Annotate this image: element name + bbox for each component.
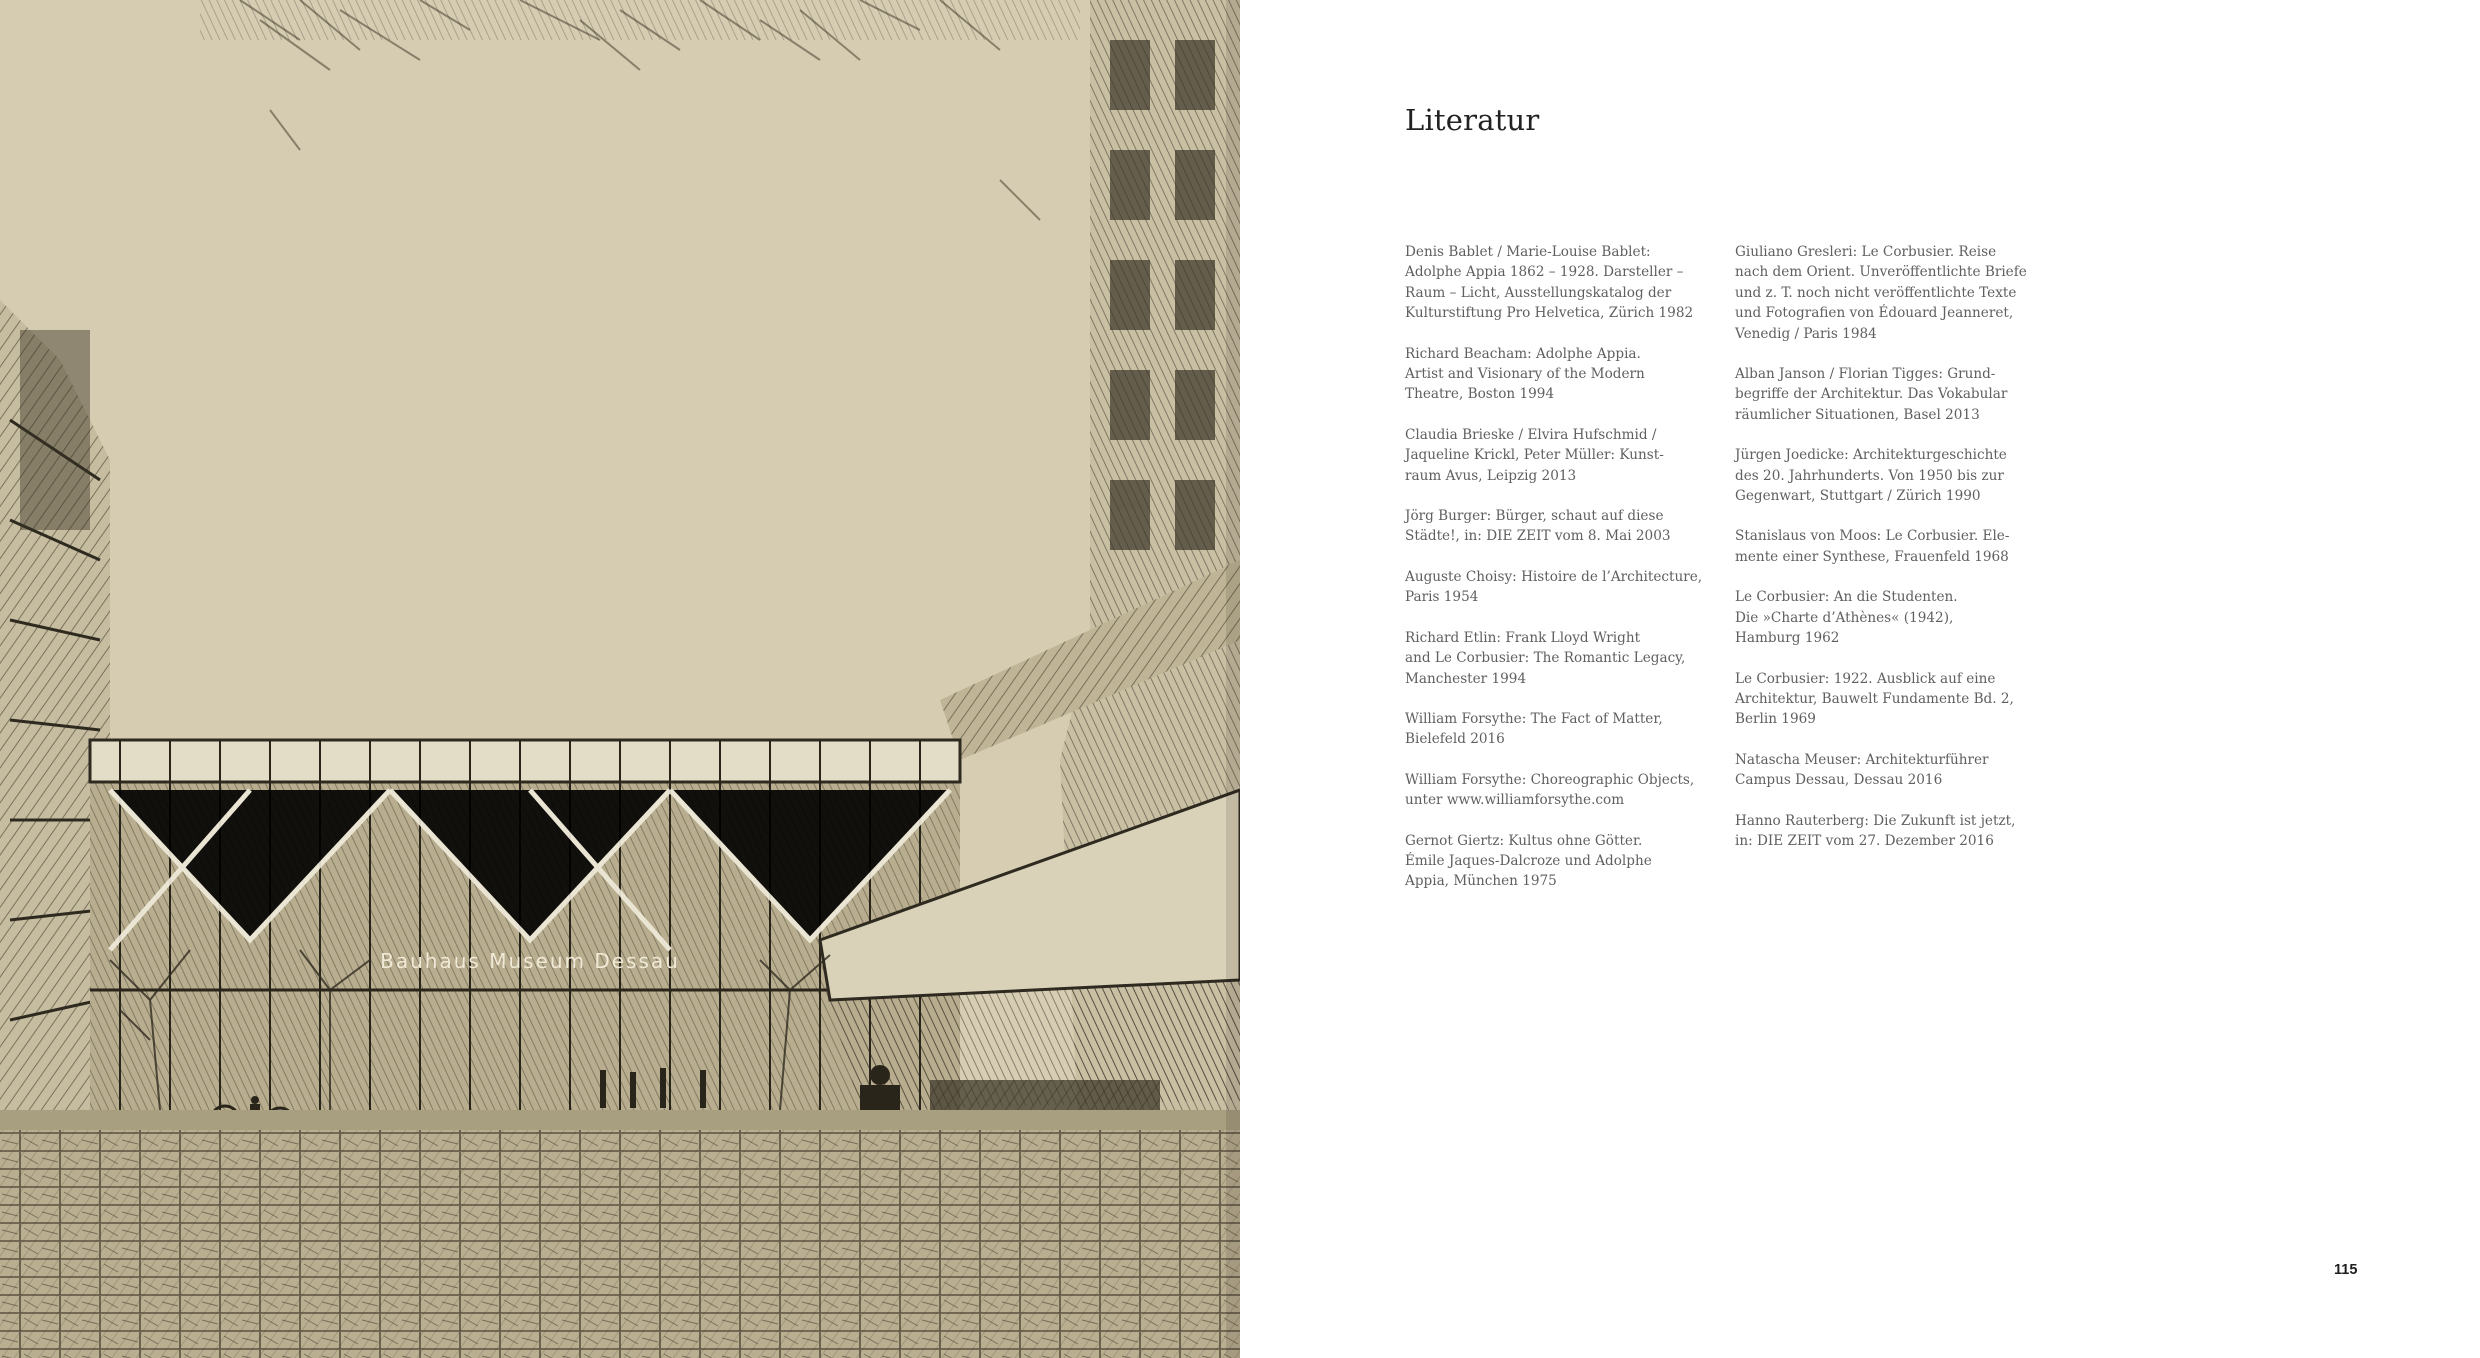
bibliography-entry: Denis Bablet / Marie-Louise Bablet: Adolphe Appia 1862 – 1928. Darsteller – Raum – Licht, Ausstellungskatalog der Kulturstiftung Pro Helvetica, Zürich 1982 xyxy=(1405,244,1694,322)
bibliography-entry: William Forsythe: Choreographic Objects, unter www.williamforsythe.com xyxy=(1405,771,1695,809)
bibliography-entry: Claudia Brieske / Elvira Hufschmid / Jaqueline Krickl, Peter Müller: Kunst- raum Avus, Leipzig 2013 xyxy=(1405,426,1664,484)
page-title: Literatur xyxy=(1405,103,1540,137)
bibliography-entry: Gernot Giertz: Kultus ohne Götter. Émile Jaques-Dalcroze und Adolphe Appia, München 1975 xyxy=(1405,832,1652,890)
bibliography-entry: Hanno Rauterberg: Die Zukunft ist jetzt, in: DIE ZEIT vom 27. Dezember 2016 xyxy=(1735,812,2016,849)
bibliography-entry: Le Corbusier: An die Studenten. Die »Charte d’Athènes« (1942), Hamburg 1962 xyxy=(1735,589,1958,647)
bibliography-entry: William Forsythe: The Fact of Matter, Bielefeld 2016 xyxy=(1405,710,1663,748)
bibliography-entry: Giuliano Gresleri: Le Corbusier. Reise nach dem Orient. Unveröffentlichte Briefe und z. T. noch nicht veröffentlichte Texte und Fotografien von Édouard Jeanneret, Venedig / Paris 1984 xyxy=(1735,244,2027,342)
bibliography-column-left xyxy=(1405,242,1730,912)
bibliography-entry: Jürgen Joedicke: Architekturgeschichte des 20. Jahrhunderts. Von 1950 bis zur Gegenwart, Stuttgart / Zürich 1990 xyxy=(1735,447,2007,505)
bibliography-column-right xyxy=(1735,242,2060,871)
bibliography-entry: Alban Janson / Florian Tigges: Grund- begriffe der Architektur. Das Vokabular räumlicher Situationen, Basel 2013 xyxy=(1735,366,2008,423)
bibliography-entry: Jörg Burger: Bürger, schaut auf diese Städte!, in: DIE ZEIT vom 8. Mai 2003 xyxy=(1405,508,1671,545)
page-number: 115 xyxy=(2334,1262,2358,1278)
bibliography-entry: Richard Beacham: Adolphe Appia. Artist and Visionary of the Modern Theatre, Boston 1994 xyxy=(1405,345,1645,403)
bibliography-entry: Stanislaus von Moos: Le Corbusier. Ele- mente einer Synthese, Frauenfeld 1968 xyxy=(1735,528,2010,565)
bibliography-entry: Le Corbusier: 1922. Ausblick auf eine Architektur, Bauwelt Fundamente Bd. 2, Berlin 1969 xyxy=(1735,670,2014,728)
plaza-paving xyxy=(0,1110,1240,1358)
facade-lettering: Bauhaus Museum Dessau xyxy=(380,949,680,973)
museum-facade xyxy=(90,740,960,1110)
bibliography-entry: Richard Etlin: Frank Lloyd Wright and Le Corbusier: The Romantic Legacy, Manchester 1994 xyxy=(1405,629,1686,687)
bibliography-page xyxy=(1240,0,2480,1358)
bibliography-entry: Auguste Choisy: Histoire de l’Architecture, Paris 1954 xyxy=(1405,568,1703,606)
bibliography-entry: Natascha Meuser: Architekturführer Campus Dessau, Dessau 2016 xyxy=(1735,751,1989,789)
